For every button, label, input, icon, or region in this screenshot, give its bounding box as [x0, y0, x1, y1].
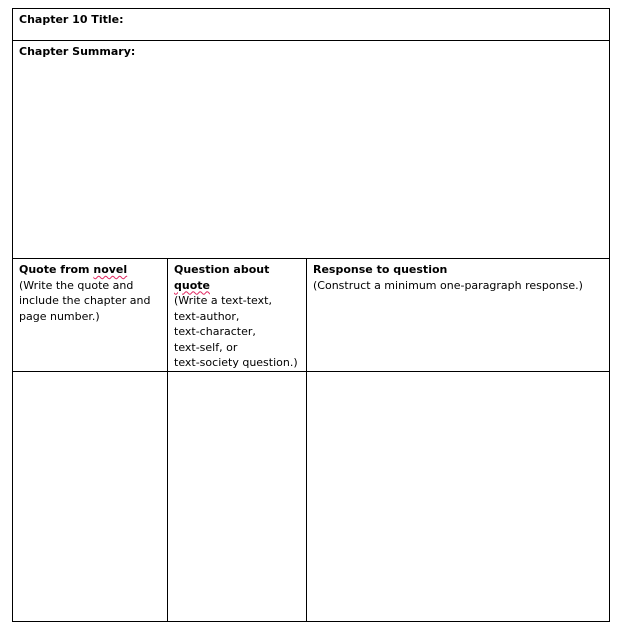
question-instruction-line: text-author,: [174, 309, 240, 323]
question-answer-cell[interactable]: [168, 371, 307, 621]
answer-row: [13, 371, 610, 621]
question-heading-flagged-word: quote: [174, 278, 210, 292]
quote-heading-flagged-word: novel: [93, 263, 128, 276]
question-header-cell: [168, 259, 307, 372]
response-answer-cell[interactable]: [307, 371, 610, 621]
quote-instruction-line: (Write the quote and: [19, 278, 134, 292]
quote-instruction-line: include the chapter and: [19, 294, 151, 307]
chapter-title-row: [13, 9, 610, 41]
chapter-summary-row: [13, 41, 610, 259]
quote-instruction-line: page number.): [19, 309, 100, 323]
question-instruction-line: text-character,: [174, 325, 256, 338]
quote-heading: [19, 262, 161, 278]
question-heading: [174, 262, 300, 293]
worksheet-table: [12, 8, 610, 622]
response-heading: Response to question: [313, 263, 448, 276]
question-instruction-line: text-society question.): [174, 356, 298, 369]
column-header-row: [13, 259, 610, 372]
response-header-cell: [307, 259, 610, 372]
quote-heading-text: Quote from: [19, 263, 94, 276]
question-heading-text: Question about: [174, 263, 270, 276]
question-instruction-line: (Write a text-text,: [174, 294, 272, 307]
response-instruction-line: (Construct a minimum one-paragraph response.): [313, 278, 583, 292]
chapter-summary-cell[interactable]: [13, 41, 610, 259]
quote-header-cell: [13, 259, 168, 372]
quote-answer-cell[interactable]: [13, 371, 168, 621]
chapter-summary-label: Chapter Summary:: [19, 45, 136, 58]
question-instruction-line: text-self, or: [174, 340, 238, 354]
chapter-title-cell[interactable]: [13, 9, 610, 41]
chapter-title-label: Chapter 10 Title:: [19, 13, 124, 26]
